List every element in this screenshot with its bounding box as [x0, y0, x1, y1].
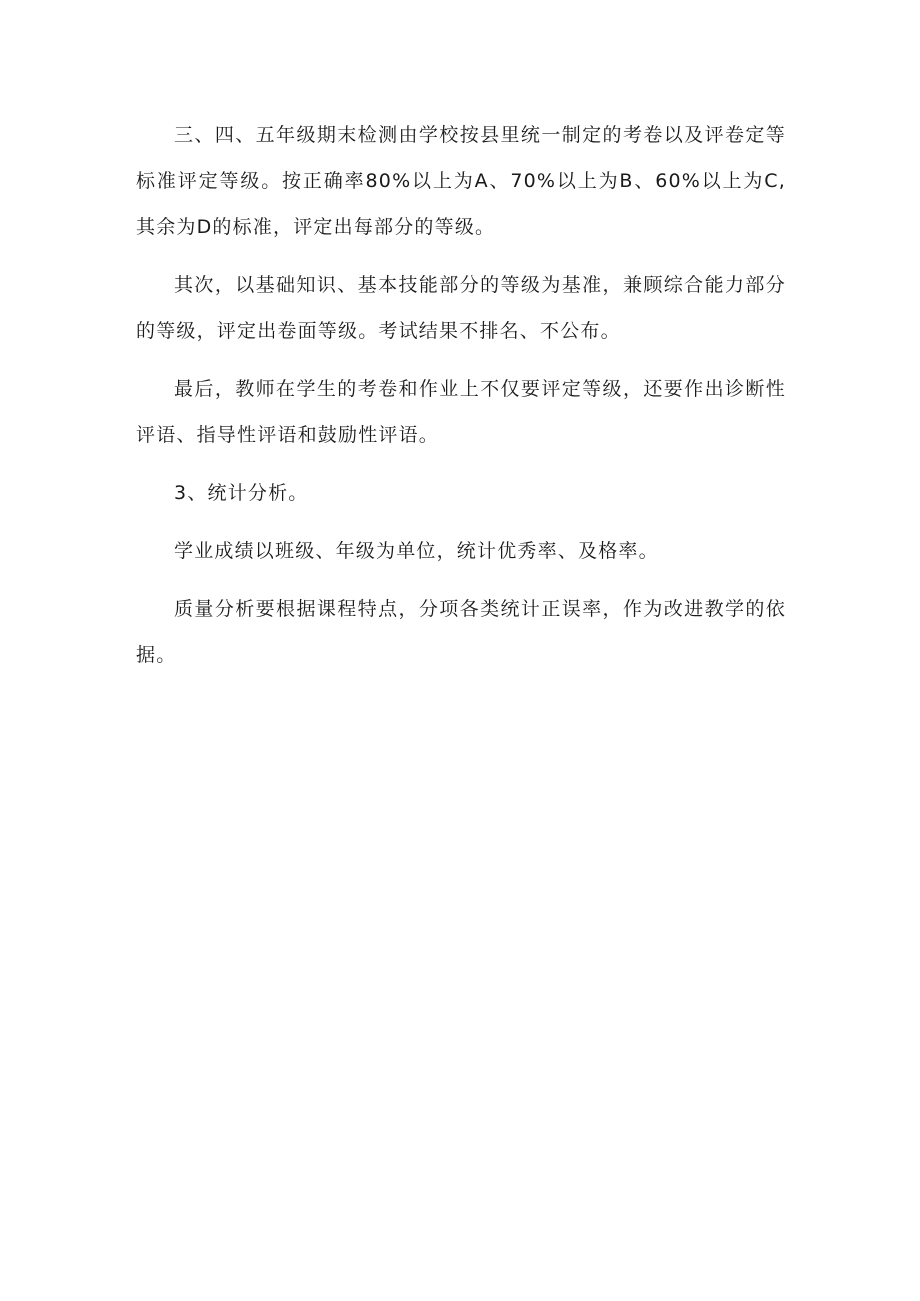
paragraph-statistics-unit: 学业成绩以班级、年级为单位，统计优秀率、及格率。 — [174, 540, 659, 562]
paragraph-quality-analysis: 质量分析要根据课程特点，分项各类统计正误率，作为改进教学的依据。 — [136, 598, 786, 666]
section-heading-statistics: 3、统计分析。 — [174, 482, 309, 504]
paragraph-teacher-comments: 最后，教师在学生的考卷和作业上不仅要评定等级，还要作出诊断性评语、指导性评语和鼓励性评语。 — [136, 378, 786, 446]
document-body — [136, 112, 786, 690]
paragraph-paper-grade: 其次，以基础知识、基本技能部分的等级为基准，兼顾综合能力部分的等级，评定出卷面等级。考试结果不排名、不公布。 — [136, 274, 786, 342]
paragraph-grading-standard: 三、四、五年级期末检测由学校按县里统一制定的考卷以及评卷定等标准评定等级。按正确率80%以上为A、70%以上为B、60%以上为C,其余为D的标准，评定出每部分的等级。 — [136, 124, 786, 238]
